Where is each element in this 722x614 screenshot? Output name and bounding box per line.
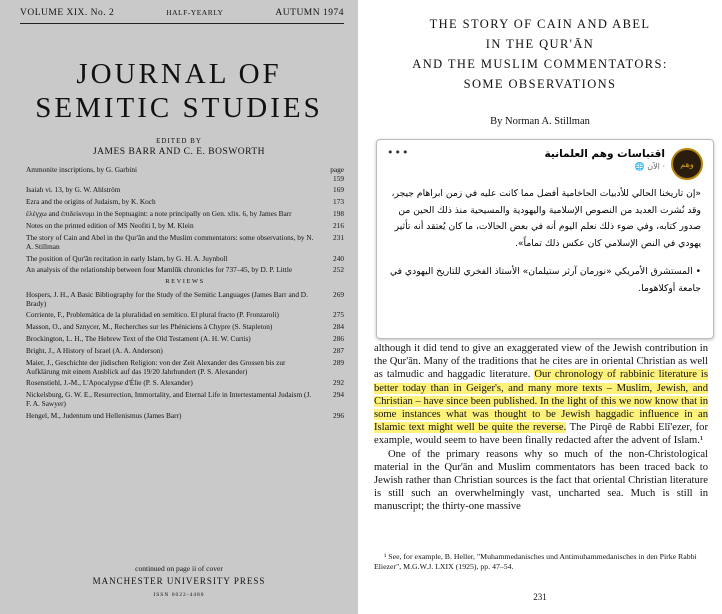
article-title-line3: AND THE MUSLIM COMMENTATORS: — [412, 57, 668, 71]
review-item-title: Hengel, M., Judentum und Hellenismus (James Barr) — [26, 410, 182, 420]
review-item — [26, 347, 344, 356]
more-options-icon[interactable]: ••• — [387, 146, 410, 159]
review-item-title: Nickelsburg, G. W. E., Resurrection, Immortality, and Eternal Life in Intertestamental Judaism (J. F. A. Sawyer) — [26, 390, 312, 408]
page-name[interactable]: اقتباسات وهم العلمانية — [544, 148, 665, 160]
article-title-line4: SOME OBSERVATIONS — [463, 77, 617, 91]
contents-item — [26, 266, 344, 275]
social-post-card — [376, 139, 714, 339]
contents-item — [26, 198, 344, 207]
contents-item-page: 173 — [333, 197, 344, 207]
post-time-label: الآن · — [647, 162, 665, 171]
paragraph-1-end: The Pirqê de Rabbi Elî'ezer, for example, would seem to have been finally redacted after the advent of Islam.¹ — [374, 422, 709, 447]
review-item — [26, 412, 344, 421]
contents-item-page: 240 — [333, 253, 344, 263]
contents-item — [26, 186, 344, 195]
post-time — [545, 162, 666, 171]
review-item-page: 275 — [333, 310, 344, 320]
post-quote: «إن تاريخنا الحالي للأدبيات الحاخامية أفضل مما كانت عليه في زمن ابراهام جيجر، وقد نُشرت العديد من النصوص الإسلامية واليهودية والمسيحية منذ ذلك الحين من صدور كتابه، وفي ضوء ذلك نعلم اليوم أنه في بعض الحالات، ما كان يُعتقد أنه تأثير يهودي في النص الإسلامي كان عكس ذلك تماماً». — [391, 188, 701, 249]
publisher-label: MANCHESTER UNIVERSITY PRESS — [92, 576, 266, 586]
volume-label: VOLUME XIX. No. 2 — [20, 8, 115, 18]
review-item-page: 286 — [333, 334, 344, 344]
review-item — [26, 379, 344, 388]
contents-item-title: The story of Cain and Abel in the Qur'ān and the Muslim commentators: some observations, by N. A. Stillman — [26, 233, 314, 251]
avatar[interactable] — [671, 148, 703, 180]
article-page — [358, 0, 722, 614]
post-header — [545, 148, 704, 180]
editors-label: JAMES BARR AND C. E. BOSWORTH — [92, 147, 266, 157]
review-item-title: Rosenstiehl, J.-M., L'Apocalypse d'Élie (P. S. Alexander) — [26, 378, 193, 388]
review-item — [26, 335, 344, 344]
globe-icon: 🌐 — [634, 162, 645, 171]
article-byline: By Norman A. Stillman — [490, 116, 590, 127]
contents-item — [26, 222, 344, 231]
footnote: ¹ See, for example, B. Heller, "Muhammedanisches und Antimuhammedanisches in den Pirke Rabbi Eliezer", M.G.W.J. LXIX (1925), pp. 47–54. — [374, 552, 697, 571]
article-paragraph-2: One of the primary reasons why so much of the non-Christological material in the Qur'ān and Muslim commentators has been traced back to Jewish rather than Christian sources is the fact that oriental Christian literature is still such an overwhelmingly vast, uncharted sea. Much is still in manuscript; the thirty-one massive — [374, 448, 708, 513]
article-paragraph-1 — [374, 342, 708, 448]
season-label: AUTUMN 1974 — [275, 8, 344, 18]
review-item-page: 292 — [333, 378, 344, 388]
review-item — [26, 291, 344, 308]
review-item-page: 289 — [333, 357, 344, 367]
review-item-title: Bright, J., A History of Israel (A. A. Anderson) — [26, 346, 163, 356]
contents-item — [26, 255, 344, 264]
continued-note: continued on page ii of cover — [135, 564, 223, 573]
frequency-label: HALF-YEARLY — [166, 8, 224, 17]
review-item-page: 284 — [333, 322, 344, 332]
avatar-text: وهم — [680, 159, 694, 169]
contents-item — [26, 210, 344, 219]
contents-item-title: Isaiah vi. 13, by G. W. Ahlström — [26, 185, 121, 195]
review-item-page: 269 — [333, 289, 344, 299]
review-item-page: 296 — [333, 410, 344, 420]
paragraph-1-start: although it did tend to give an exaggerated view of the Jewish contribution in the Qur'ān. Many of the traditions that he cites are in oriental Christian as well as talmudic and haggadic literature. — [374, 343, 708, 381]
contents-item-page: 198 — [333, 209, 344, 219]
review-item-title: Maier, J., Geschichte der jüdischen Religion: von der Zeit Alexander des Grossen bis zur Aufklärung mit einem Ausblick auf das 19/20 Jahrhundert (P. S. Alexander) — [26, 357, 286, 376]
edited-by-label: EDITED BY — [156, 137, 202, 145]
contents-item-page: 252 — [333, 265, 344, 275]
contents-list — [26, 166, 344, 424]
contents-item-page: 216 — [333, 221, 344, 231]
contents-item-title: The position of Qur'ān recitation in early Islam, by G. H. A. Juynboll — [26, 253, 228, 263]
article-title-line1: THE STORY OF CAIN AND ABEL — [429, 17, 651, 31]
header-rule — [20, 23, 344, 24]
contents-item-title: An analysis of the relationship between four Mamlūk chronicles for 737–45, by D. P. Little — [26, 265, 293, 275]
review-item-page: 294 — [333, 390, 344, 400]
article-title-line2: IN THE QUR'ĀN — [485, 37, 595, 51]
review-item — [26, 359, 344, 376]
review-item — [26, 311, 344, 320]
review-item-page: 287 — [333, 346, 344, 356]
review-item-title: Corriente, F., Problemática de la pluralidad en semítico. El plural fracto (P. Fronzaroli) — [26, 310, 279, 320]
cover-header — [20, 8, 344, 18]
journal-title-line1: JOURNAL OF — [76, 58, 282, 90]
contents-item-title: Ammonite inscriptions, by G. Garbini — [26, 165, 138, 174]
review-item-title: Masson, O., and Sznycer, M., Recherches sur les Phéniciens à Chypre (S. Stapleton) — [26, 322, 273, 332]
highlighted-passage: Our chronology of rabbinic literature is better today than in Geiger's, and many more texts – Muslim, Jewish, and Christian – have since been published. In the light of this we now know that in some instances what was thought to be Jewish haggadic influence in an Islamic text might well be quite the reverse. — [374, 369, 708, 434]
contents-item-page: 169 — [333, 185, 344, 195]
contents-item — [26, 166, 344, 183]
review-item — [26, 323, 344, 332]
contents-item-title: Notes on the printed edition of MS Neofiti I, by M. Klein — [26, 221, 194, 231]
journal-cover — [0, 0, 358, 614]
issn-label: ISSN 0022-4480 — [153, 592, 205, 598]
contents-item-title: Ezra and the origins of Judaism, by K. Koch — [26, 197, 156, 207]
contents-item — [26, 234, 344, 251]
reviews-heading: REVIEWS — [165, 278, 205, 286]
journal-title-line2: SEMITIC STUDIES — [35, 92, 323, 124]
page-number: 231 — [533, 592, 547, 602]
post-attribution: • المستشرق الأمريكي «نورمان آرثر ستيلمان» الأستاذ الفخري للتاريخ اليهودي في جامعة أوكلاهوما. — [389, 266, 701, 294]
contents-item-title: ἐλέγχω and ἐπιδείκνυμι in the Septuagint: a note principally on Gen. xlix. 6, by James Barr — [26, 209, 292, 219]
review-item-title: Hospers, J. H., A Basic Bibliography for the Study of the Semitic Languages (James Barr and D. Brady) — [26, 289, 308, 308]
review-item-title: Brockington, L. H., The Hebrew Text of the Old Testament (A. H. W. Curtis) — [26, 334, 251, 344]
post-body — [389, 186, 701, 309]
article-body — [374, 342, 708, 514]
review-item — [26, 391, 344, 408]
contents-item-page: 231 — [333, 233, 344, 243]
contents-item-page: page 159 — [330, 165, 344, 183]
